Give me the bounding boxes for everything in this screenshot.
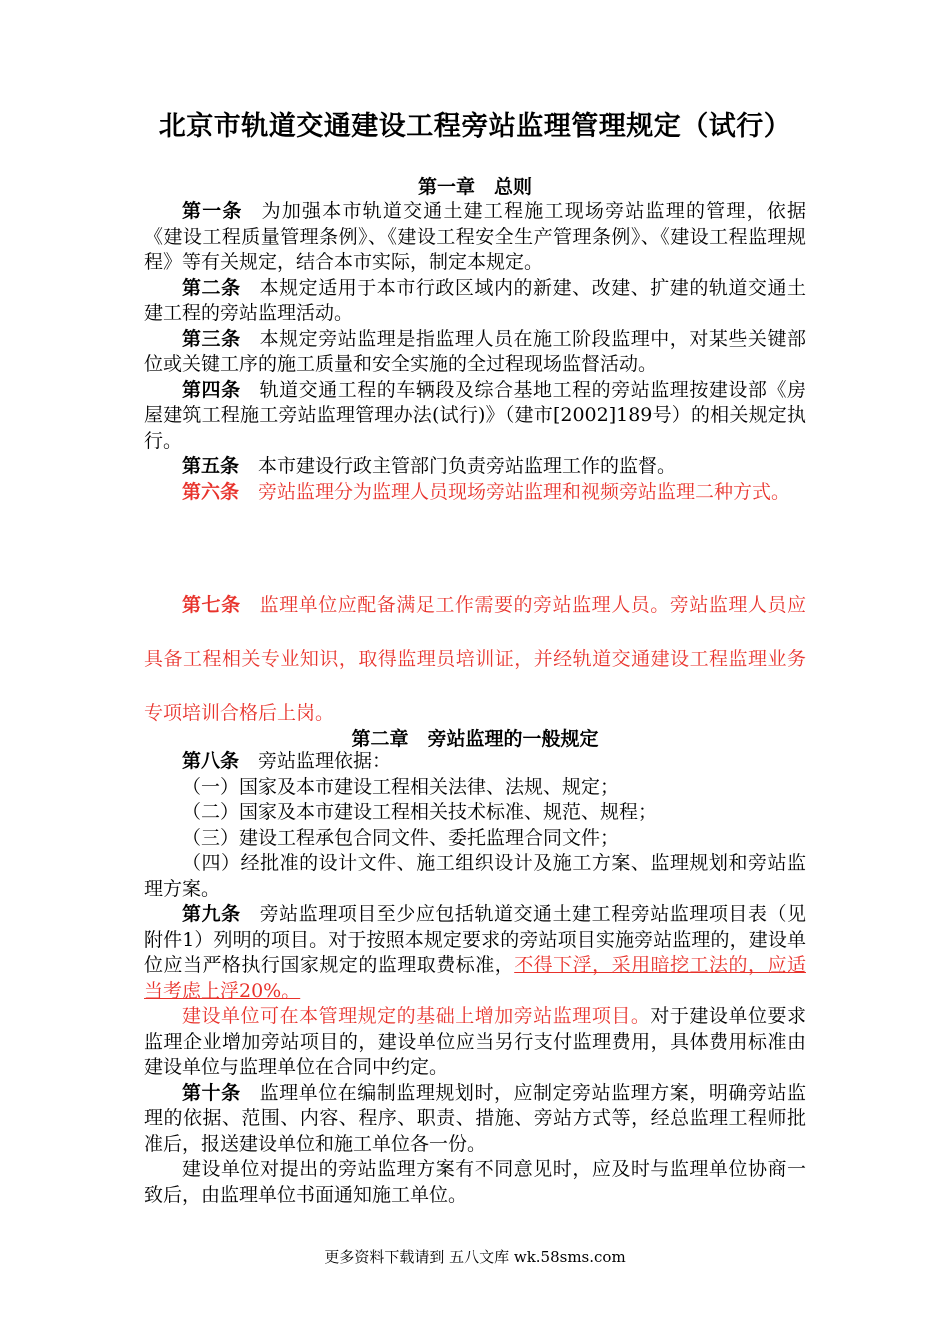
article-label: 第六条 [182,480,240,503]
article-text: 旁站监理依据： [258,750,392,772]
article-label: 第十条 [182,1081,241,1104]
article-10 [144,1081,806,1158]
article-label: 第八条 [182,750,240,772]
article-text: 旁站监理分为监理人员现场旁站监理和视频旁站监理二种方式。 [258,480,791,503]
article-text: 监理单位应配备满足工作需要的旁站监理人员。旁站监理人员应具备工程相关专业知识，取得监理员培训证，并经轨道交通建设工程监理业务专项培训合格后上岗。 [144,594,806,724]
article-8-item-4: （四）经批准的设计文件、施工组织设计及施工方案、监理规划和旁站监理方案。 [144,852,806,900]
article-3 [144,327,806,378]
article-label: 第五条 [182,455,240,477]
article-10-para-2: 建设单位对提出的旁站监理方案有不同意见时，应及时与监理单位协商一致后，由监理单位书面通知施工单位。 [144,1158,806,1206]
article-label: 第三条 [182,327,241,350]
article-1 [144,199,806,276]
article-8-item-1: （一）国家及本市建设工程相关法律、法规、规定； [182,775,620,798]
article-4 [144,378,806,455]
chapter-1-heading: 第一章 总则 [417,176,532,198]
article-label: 第一条 [182,200,243,222]
article-7 [144,578,806,740]
article-7-block [144,578,806,740]
article-label: 第二条 [182,276,241,299]
article-label: 第四条 [182,378,241,401]
chapter-2-body [144,749,806,1208]
chapter-2-heading: 第二章 旁站监理的一般规定 [351,728,599,750]
article-9 [144,902,806,1004]
article-9-red-text: 建设单位可在本管理规定的基础上增加旁站监理项目。 [182,1005,651,1027]
article-2 [144,276,806,327]
page-footer: 更多资料下载请到 五八文库 wk.58sms.com [324,1248,626,1266]
article-label: 第九条 [182,903,241,925]
article-text: 旁站监理项目至少应包括轨道交通土建工程旁站监理项目表（见附件1）列明的项目。对于按照本规定要求的旁站项目实施旁站监理的，建设单位应当严格执行国家规定的监理取费标准， [144,903,806,976]
document-title: 北京市轨道交通建设工程旁站监理管理规定（试行） [158,111,792,142]
article-text: 本规定旁站监理是指监理人员在施工阶段监理中，对某些关键部位或关键工序的施工质量和安全实施的全过程现场监督活动。 [144,327,806,375]
article-6 [144,480,806,506]
article-label: 第七条 [182,594,241,616]
article-text: 本规定适用于本市行政区域内的新建、改建、扩建的轨道交通土建工程的旁站监理活动。 [144,276,806,324]
article-8-item-3: （三）建设工程承包合同文件、委托监理合同文件； [182,826,620,849]
article-text: 为加强本市轨道交通土建工程施工现场旁站监理的管理，依据《建设工程质量管理条例》、《建设工程安全生产管理条例》、《建设工程监理规程》等有关规定，结合本市实际，制定本规定。 [144,200,806,273]
article-8 [144,749,806,775]
article-text: 轨道交通工程的车辆段及综合基地工程的旁站监理按建设部《房屋建筑工程施工旁站监理管理办法(试行)》（建市[2002]189号）的相关规定执行。 [144,378,806,452]
article-9-para-2 [144,1004,806,1081]
article-8-item-2: （二）国家及本市建设工程相关技术标准、规范、规程； [182,801,658,823]
article-9-para-2-text: 对于建设单位要求监理企业增加旁站项目的，建设单位应当另行支付监理费用，具体费用标准由建设单位与监理单位在合同中约定。 [144,1005,806,1078]
article-text: 本市建设行政主管部门负责旁站监理工作的监督。 [258,455,677,477]
chapter-1-body [144,199,806,505]
article-5 [144,454,806,480]
article-9-red-underlined-text: 不得下浮，采用暗挖工法的，应适当考虑上浮20%。 [144,954,806,1002]
article-text: 监理单位在编制监理规划时，应制定旁站监理方案，明确旁站监理的依据、范围、内容、程序、职责、措施、旁站方式等，经总监理工程师批准后，报送建设单位和施工单位各一份。 [144,1081,806,1155]
